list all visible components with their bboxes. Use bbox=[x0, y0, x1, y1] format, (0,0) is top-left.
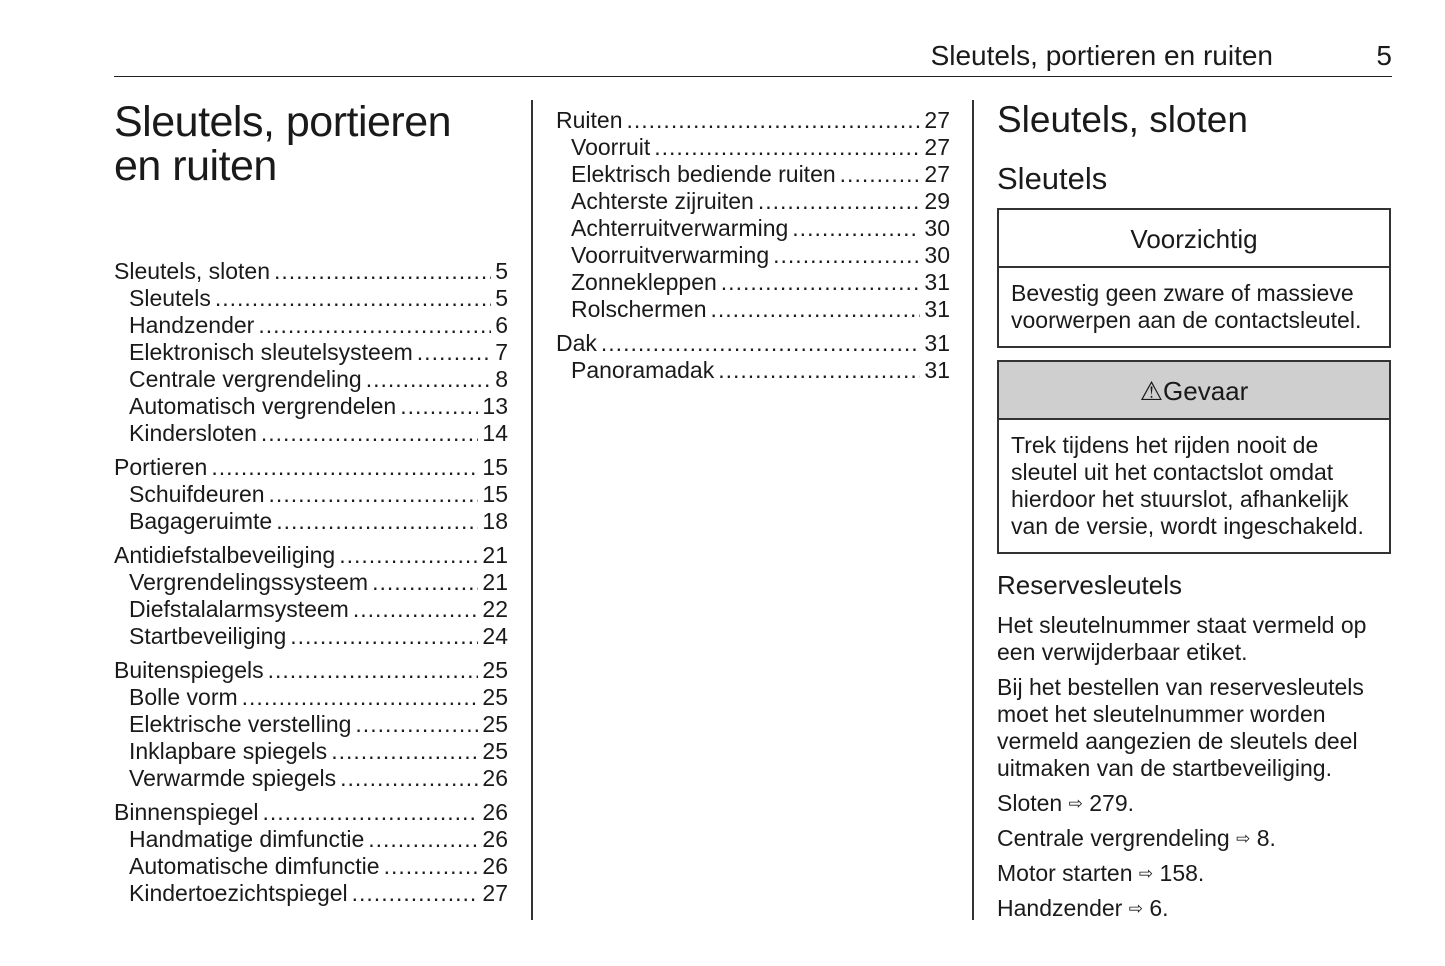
toc-entry-page: 30 bbox=[924, 242, 950, 268]
toc-entry-label: Verwarmde spiegels bbox=[129, 765, 337, 791]
toc-entry[interactable] bbox=[114, 684, 508, 711]
toc-entry-label: Handzender bbox=[129, 312, 255, 338]
chapter-title-line: en ruiten bbox=[114, 142, 277, 190]
page-reference-arrow-icon: ⇨ bbox=[1236, 829, 1251, 848]
toc-entry-label: Ruiten bbox=[556, 107, 623, 133]
paragraph: Het sleutelnummer staat vermeld op een verwijderbaar etiket. bbox=[997, 612, 1367, 665]
toc-entry-page: 25 bbox=[482, 684, 508, 710]
dot-leader bbox=[384, 853, 479, 880]
toc-group bbox=[114, 657, 508, 792]
page-number: 5 bbox=[1376, 40, 1392, 71]
toc-group bbox=[556, 330, 950, 384]
caution-label: Voorzichtig bbox=[999, 210, 1389, 268]
toc-entry-label: Dak bbox=[556, 330, 597, 356]
ref-page: 6. bbox=[1149, 895, 1169, 921]
ref-page: 8. bbox=[1256, 825, 1276, 851]
toc-entry-page: 31 bbox=[924, 269, 950, 295]
dot-leader bbox=[276, 508, 478, 535]
page-reference-arrow-icon: ⇨ bbox=[1128, 899, 1143, 918]
toc-entry[interactable] bbox=[114, 826, 508, 853]
toc-entry[interactable] bbox=[114, 880, 508, 907]
table-of-contents-column-2 bbox=[556, 107, 950, 391]
toc-entry[interactable] bbox=[114, 799, 508, 826]
dot-leader bbox=[331, 738, 478, 765]
toc-entry-page: 18 bbox=[482, 508, 508, 534]
toc-entry-page: 24 bbox=[482, 623, 508, 649]
toc-entry-page: 15 bbox=[482, 481, 508, 507]
toc-entry[interactable] bbox=[114, 657, 508, 684]
toc-entry-page: 25 bbox=[482, 711, 508, 737]
header-rule bbox=[114, 76, 1392, 77]
ref-label: Motor starten bbox=[997, 860, 1133, 886]
toc-entry-page: 31 bbox=[924, 357, 950, 383]
toc-entry[interactable] bbox=[114, 765, 508, 792]
toc-entry-page: 25 bbox=[482, 657, 508, 683]
toc-entry-page: 5 bbox=[495, 258, 508, 284]
toc-entry[interactable] bbox=[114, 542, 508, 569]
dot-leader bbox=[215, 285, 491, 312]
toc-entry[interactable] bbox=[556, 188, 950, 215]
dot-leader bbox=[626, 107, 920, 134]
toc-entry-page: 26 bbox=[482, 853, 508, 879]
toc-group bbox=[114, 542, 508, 650]
ref-page: 158. bbox=[1159, 860, 1205, 886]
toc-entry-label: Elektronisch sleutelsysteem bbox=[129, 339, 413, 365]
toc-entry-page: 21 bbox=[482, 542, 508, 568]
toc-entry-label: Kindertoezichtspiegel bbox=[129, 880, 348, 906]
toc-entry-label: Binnenspiegel bbox=[114, 799, 259, 825]
dot-leader bbox=[400, 393, 478, 420]
toc-entry[interactable] bbox=[114, 623, 508, 650]
column-divider bbox=[531, 100, 533, 920]
cross-reference[interactable] bbox=[997, 860, 1391, 887]
toc-entry-page: 5 bbox=[495, 285, 508, 311]
dot-leader bbox=[355, 711, 478, 738]
dot-leader bbox=[773, 242, 920, 269]
cross-reference[interactable] bbox=[997, 825, 1391, 852]
toc-entry-label: Achterste zijruiten bbox=[571, 188, 754, 214]
toc-entry-label: Handmatige dimfunctie bbox=[129, 826, 365, 852]
page-reference-arrow-icon: ⇨ bbox=[1068, 794, 1083, 813]
danger-box bbox=[997, 360, 1391, 554]
dot-leader bbox=[654, 134, 920, 161]
ref-label: Handzender bbox=[997, 895, 1123, 921]
toc-entry[interactable] bbox=[556, 161, 950, 188]
toc-entry-page: 21 bbox=[482, 569, 508, 595]
toc-entry-page: 27 bbox=[482, 880, 508, 906]
dot-leader bbox=[290, 623, 478, 650]
toc-entry[interactable] bbox=[114, 339, 508, 366]
toc-entry[interactable] bbox=[114, 711, 508, 738]
toc-entry-label: Achterruitverwarming bbox=[571, 215, 789, 241]
toc-entry-page: 27 bbox=[924, 107, 950, 133]
toc-entry[interactable] bbox=[114, 738, 508, 765]
toc-entry-page: 31 bbox=[924, 330, 950, 356]
toc-entry-label: Sleutels, sloten bbox=[114, 258, 270, 284]
toc-entry-label: Portieren bbox=[114, 454, 208, 480]
paragraph: Bij het bestellen van reservesleutels moet het sleutelnummer worden vermeld aangezien de sleutels deel uitmaken van de startbeveiliging. bbox=[997, 674, 1364, 781]
toc-entry-label: Diefstalalarmsysteem bbox=[129, 596, 349, 622]
toc-entry-page: 14 bbox=[482, 420, 508, 446]
toc-entry-label: Antidiefstalbeveiliging bbox=[114, 542, 336, 568]
toc-entry-label: Rolschermen bbox=[571, 296, 707, 322]
dot-leader bbox=[372, 569, 478, 596]
toc-entry-page: 27 bbox=[924, 134, 950, 160]
dot-leader bbox=[353, 596, 479, 623]
page-reference-arrow-icon: ⇨ bbox=[1138, 864, 1154, 883]
toc-entry-page: 30 bbox=[924, 215, 950, 241]
dot-leader bbox=[601, 330, 921, 357]
danger-label: Gevaar bbox=[1163, 376, 1249, 406]
toc-entry-label: Panoramadak bbox=[571, 357, 715, 383]
chapter-title bbox=[114, 100, 451, 188]
toc-entry-page: 13 bbox=[482, 393, 508, 419]
toc-entry-label: Zonnekleppen bbox=[571, 269, 717, 295]
toc-entry-page: 26 bbox=[482, 826, 508, 852]
dot-leader bbox=[792, 215, 920, 242]
toc-entry-label: Buitenspiegels bbox=[114, 657, 264, 683]
dot-leader bbox=[417, 339, 491, 366]
toc-entry[interactable] bbox=[114, 366, 508, 393]
toc-entry[interactable] bbox=[114, 481, 508, 508]
ref-label: Sloten bbox=[997, 790, 1063, 816]
ref-label: Centrale vergrendeling bbox=[997, 825, 1230, 851]
dot-leader bbox=[263, 799, 479, 826]
dot-leader bbox=[368, 826, 478, 853]
toc-entry-page: 26 bbox=[482, 765, 508, 791]
dot-leader bbox=[274, 258, 491, 285]
toc-entry-page: 25 bbox=[482, 738, 508, 764]
toc-entry-label: Startbeveiliging bbox=[129, 623, 287, 649]
toc-entry[interactable] bbox=[556, 269, 950, 296]
toc-entry[interactable] bbox=[114, 393, 508, 420]
toc-entry-label: Elektrische verstelling bbox=[129, 711, 352, 737]
toc-entry-page: 31 bbox=[924, 296, 950, 322]
toc-entry[interactable] bbox=[556, 330, 950, 357]
toc-entry[interactable] bbox=[556, 296, 950, 323]
dot-leader bbox=[211, 454, 478, 481]
toc-entry[interactable] bbox=[114, 596, 508, 623]
dot-leader bbox=[840, 161, 921, 188]
toc-entry-label: Automatisch vergrendelen bbox=[129, 393, 397, 419]
toc-entry-page: 7 bbox=[495, 339, 508, 365]
danger-text: Trek tijdens het rijden nooit de sleutel uit het contactslot omdat hierdoor het stuurslot, afhankelijk van de versie, wordt ingeschakeld. bbox=[1011, 432, 1364, 539]
toc-entry-page: 26 bbox=[482, 799, 508, 825]
toc-entry-page: 29 bbox=[924, 188, 950, 214]
toc-entry-page: 8 bbox=[495, 366, 508, 392]
toc-group bbox=[114, 258, 508, 447]
toc-entry-label: Centrale vergrendeling bbox=[129, 366, 362, 392]
toc-entry[interactable] bbox=[114, 312, 508, 339]
dot-leader bbox=[261, 420, 479, 447]
table-of-contents-column-1 bbox=[114, 258, 508, 914]
toc-group bbox=[556, 107, 950, 323]
toc-entry-label: Automatische dimfunctie bbox=[129, 853, 380, 879]
warning-triangle-icon: ⚠ bbox=[1139, 376, 1164, 406]
dot-leader bbox=[242, 684, 479, 711]
toc-entry-page: 6 bbox=[495, 312, 508, 338]
toc-entry[interactable] bbox=[114, 853, 508, 880]
toc-entry-page: 15 bbox=[482, 454, 508, 480]
toc-entry-label: Elektrisch bediende ruiten bbox=[571, 161, 836, 187]
dot-leader bbox=[366, 366, 492, 393]
dot-leader bbox=[340, 765, 478, 792]
toc-entry[interactable] bbox=[556, 242, 950, 269]
dot-leader bbox=[268, 657, 479, 684]
dot-leader bbox=[711, 296, 921, 323]
toc-entry-label: Bolle vorm bbox=[129, 684, 238, 710]
chapter-title-line: Sleutels, portieren bbox=[114, 98, 452, 146]
toc-entry-label: Vergrendelingssysteem bbox=[129, 569, 369, 595]
danger-header bbox=[999, 362, 1389, 420]
toc-entry[interactable] bbox=[556, 107, 950, 134]
dot-leader bbox=[352, 880, 479, 907]
toc-entry-label: Schuifdeuren bbox=[129, 481, 265, 507]
caution-box bbox=[997, 208, 1391, 348]
toc-group bbox=[114, 799, 508, 907]
toc-entry[interactable] bbox=[114, 258, 508, 285]
ref-page: 279. bbox=[1089, 790, 1135, 816]
column-divider bbox=[972, 100, 974, 920]
reserve-keys-heading: Reservesleutels bbox=[997, 570, 1182, 600]
toc-entry[interactable] bbox=[114, 569, 508, 596]
toc-entry-label: Sleutels bbox=[129, 285, 211, 311]
dot-leader bbox=[718, 357, 920, 384]
cross-reference[interactable] bbox=[997, 790, 1391, 817]
section-content bbox=[997, 98, 1391, 930]
toc-entry-page: 27 bbox=[924, 161, 950, 187]
dot-leader bbox=[339, 542, 478, 569]
dot-leader bbox=[758, 188, 921, 215]
toc-entry-page: 22 bbox=[482, 596, 508, 622]
dot-leader bbox=[269, 481, 479, 508]
toc-entry[interactable] bbox=[556, 134, 950, 161]
subsection-heading: Sleutels bbox=[997, 161, 1108, 196]
dot-leader bbox=[721, 269, 921, 296]
toc-entry[interactable] bbox=[556, 357, 950, 384]
dot-leader bbox=[258, 312, 491, 339]
toc-entry-label: Voorruit bbox=[571, 134, 651, 160]
toc-group bbox=[114, 454, 508, 535]
cross-reference[interactable] bbox=[997, 895, 1391, 922]
toc-entry-label: Bagageruimte bbox=[129, 508, 273, 534]
running-header-title: Sleutels, portieren en ruiten bbox=[930, 40, 1273, 71]
toc-entry[interactable] bbox=[114, 420, 508, 447]
toc-entry-label: Inklapbare spiegels bbox=[129, 738, 328, 764]
toc-entry[interactable] bbox=[556, 215, 950, 242]
toc-entry[interactable] bbox=[114, 285, 508, 312]
toc-entry-label: Kindersloten bbox=[129, 420, 257, 446]
caution-text: Bevestig geen zware of massieve voorwerpen aan de contactsleutel. bbox=[1011, 280, 1362, 333]
section-heading: Sleutels, sloten bbox=[997, 99, 1248, 140]
toc-entry-label: Voorruitverwarming bbox=[571, 242, 770, 268]
toc-entry[interactable] bbox=[114, 508, 508, 535]
toc-entry[interactable] bbox=[114, 454, 508, 481]
